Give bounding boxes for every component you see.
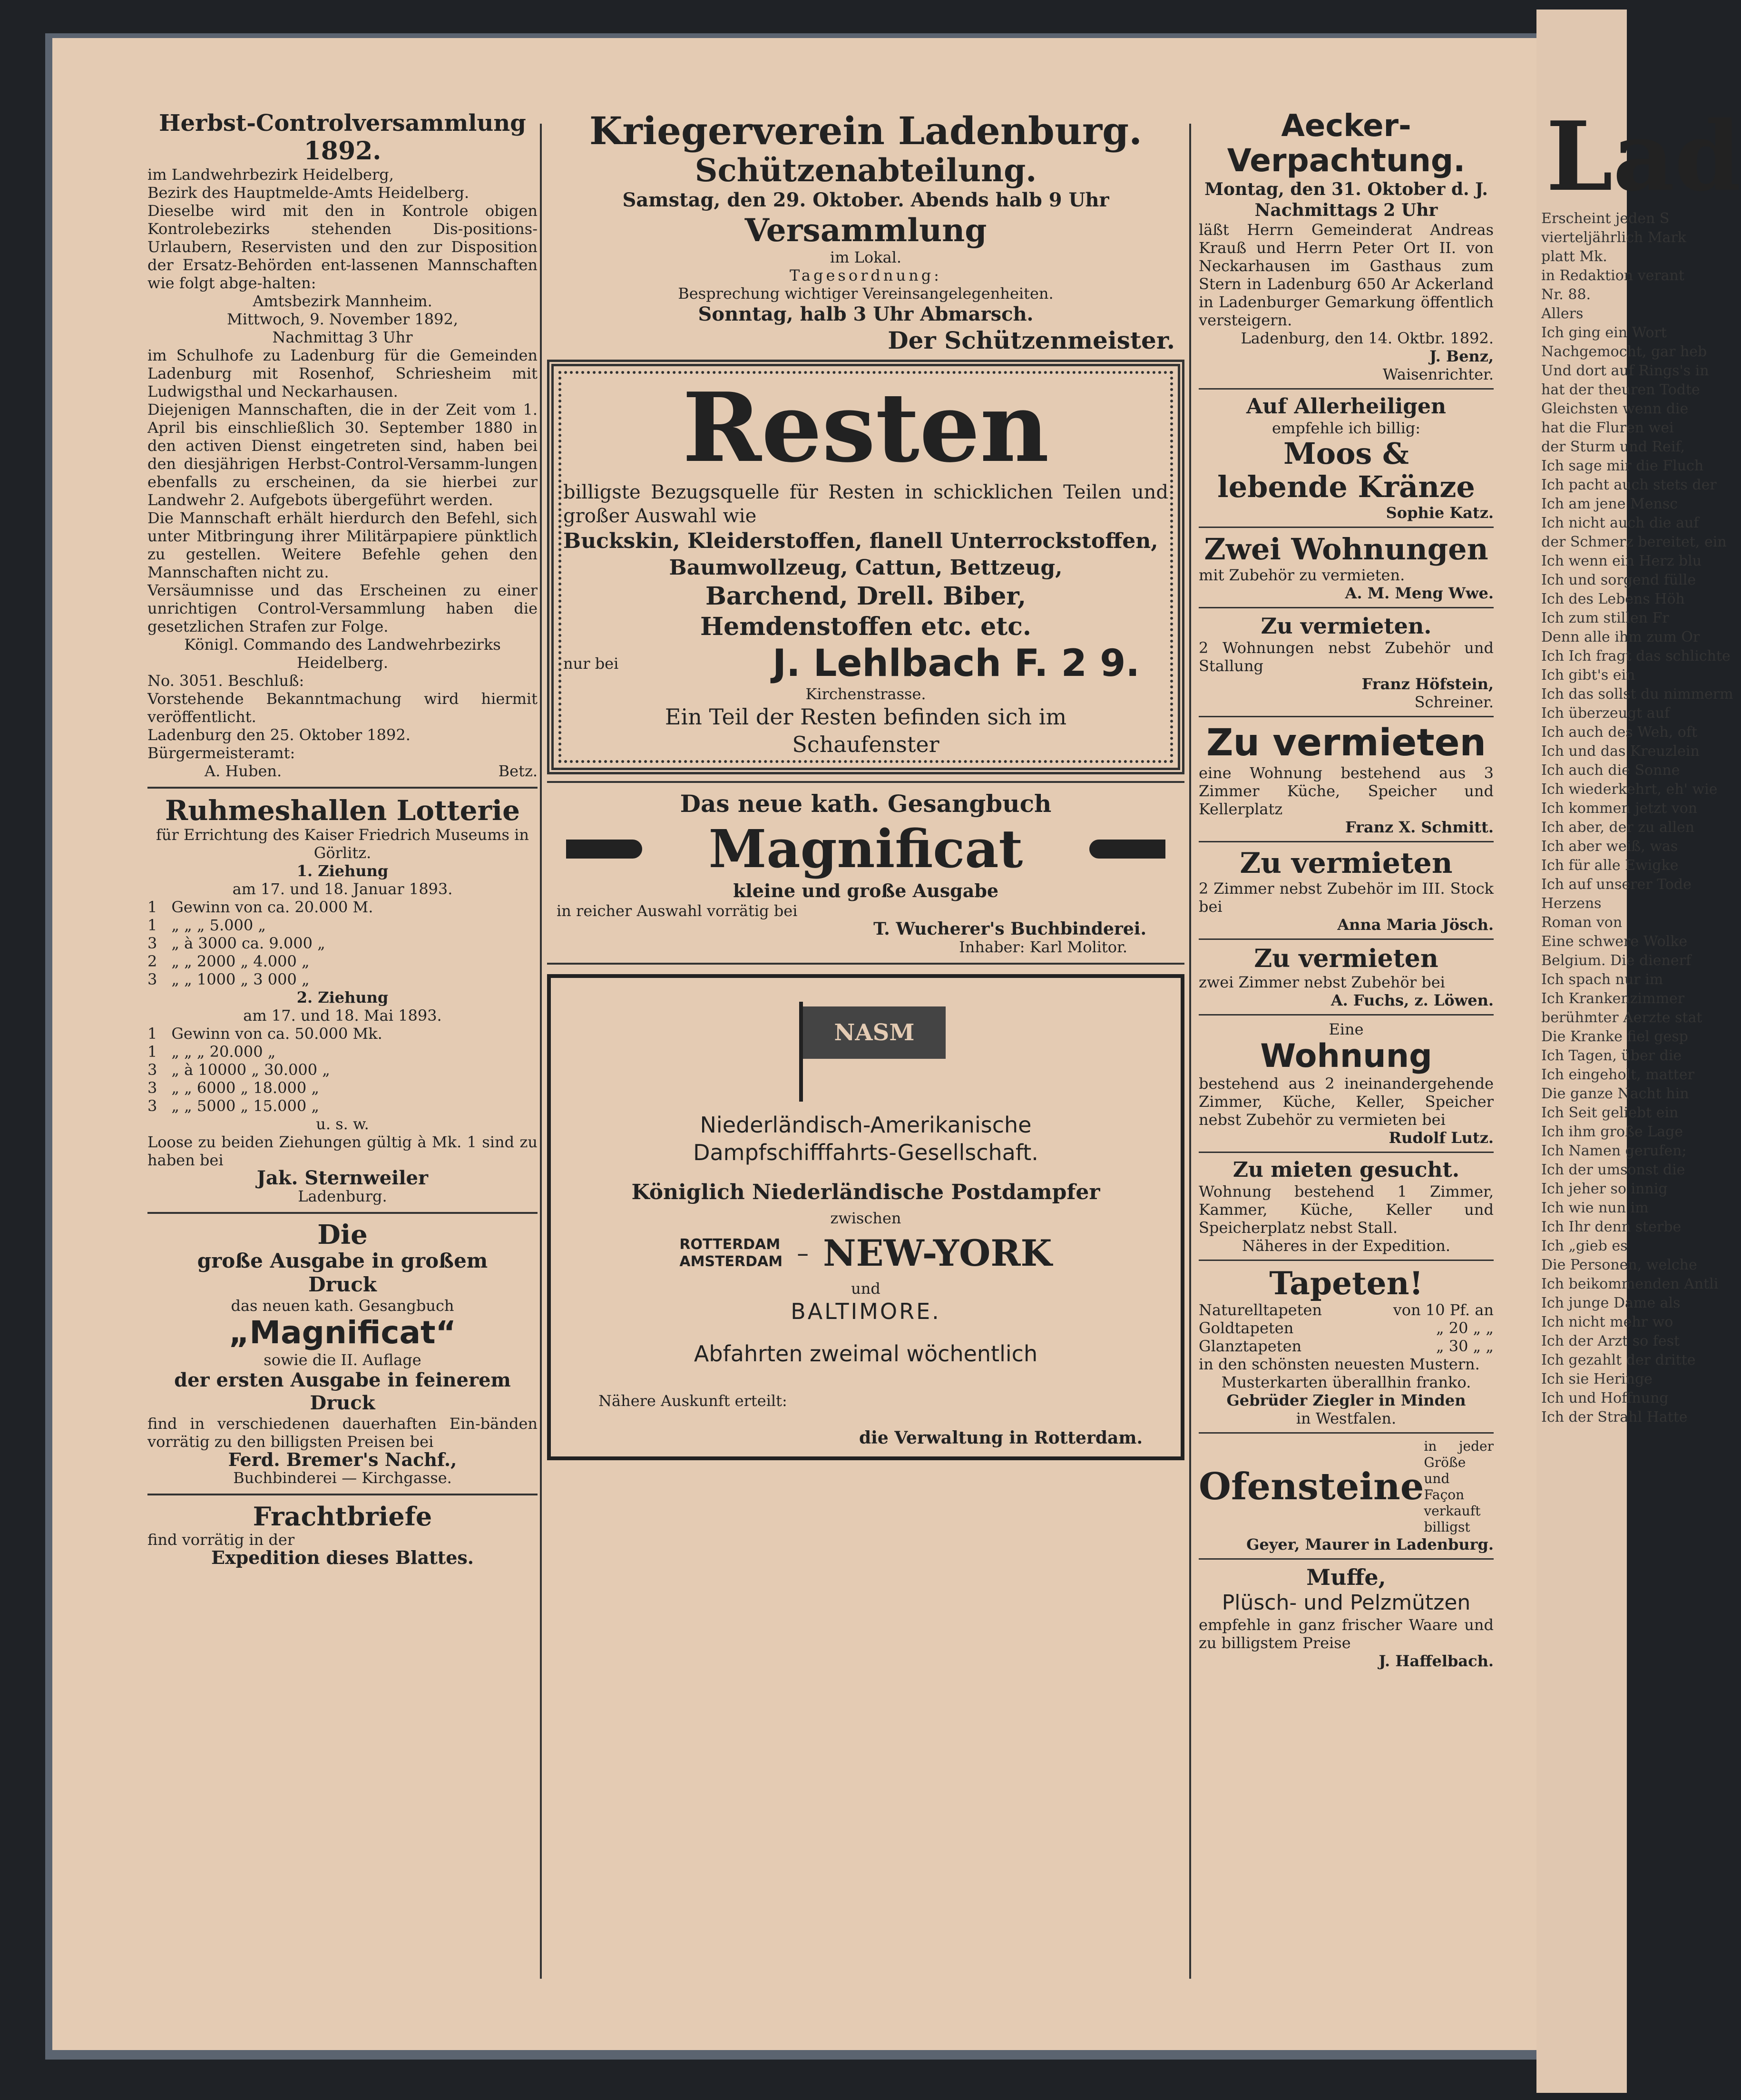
next-page-line: Ich auf unserer Tode	[1541, 876, 1692, 893]
ad-line: Nähere Auskunft erteilt:	[598, 1392, 787, 1410]
ad-line: find in verschiedenen dauerhaften Ein-bänden vorrätig zu den billigsten Preisen bei	[147, 1415, 538, 1451]
prize-text: „ „ „ 5.000 „	[171, 916, 266, 934]
signature: Anna Maria Jösch.	[1337, 916, 1494, 934]
next-page-line: Ich sie Heringe	[1541, 1371, 1653, 1387]
next-page-line: Ich und das Kreuzlein	[1541, 743, 1700, 760]
column-rule	[540, 124, 542, 1979]
ad-line: sowie die II. Auflage	[264, 1351, 421, 1369]
ad-title: Frachtbriefe	[253, 1501, 432, 1532]
ad-line: billigste Bezugsquelle für Resten in schicklichen Teilen und großer Auswahl wie	[563, 481, 1168, 527]
ad-line: Schaufenster	[792, 732, 939, 757]
ad-line: im Schulhofe zu Ladenburg für die Gemeinden Ladenburg mit Rosenhof, Schriesheim mit Ludwigsthal und Neckarhausen.	[147, 346, 538, 400]
ad-line: der ersten Ausgabe in feinerem	[174, 1369, 511, 1391]
next-page-line: Ich „gieb es	[1541, 1238, 1628, 1254]
next-page-line: hat die Fluren wei	[1541, 420, 1674, 436]
ad-line: in jeder Größe und Façon verkauft billigst	[1424, 1438, 1494, 1535]
prize-row	[147, 898, 538, 916]
ad-line: Montag, den 31. Oktober d. J. Nachmittags 2 Uhr	[1204, 179, 1488, 220]
ad-zu-vermieten-4	[1199, 945, 1494, 1009]
divider	[547, 781, 1184, 783]
next-page-line: Ich überzeugt auf	[1541, 705, 1670, 722]
ad-kriegerverein	[547, 109, 1184, 355]
ad-line: Diejenigen Mannschaften, die in der Zeit vom 1. April bis einschließlich 30. September 1880 in den activen Dienst eingetreten sind, haben bei den diesjährigen Herbst-Control-Versamm-lungen ebenfalls zu erscheinen, da sie hierbei zur Landwehr 2. Aufgebots übergeführt werden.	[147, 400, 538, 509]
divider	[1199, 841, 1494, 842]
ad-line: Näheres in der Expedition.	[1242, 1237, 1451, 1255]
ad-line: das neuen kath. Gesangbuch	[231, 1297, 454, 1315]
next-page-line: Ich sage mir die Fluch	[1541, 458, 1704, 474]
next-page-line: Ich der umsonst die	[1541, 1162, 1685, 1178]
ad-wohnung	[1199, 1020, 1494, 1147]
next-page-line: Ich Seit geliebt ein	[1541, 1104, 1679, 1121]
ad-line: Bezirk des Hauptmelde-Amts Heidelberg.	[147, 184, 469, 202]
next-page-line: Ich und Hoffnung	[1541, 1390, 1669, 1407]
next-page-line: Ich gezahlt der dritte	[1541, 1352, 1696, 1368]
ad-line: Wohnung bestehend 1 Zimmer, Kammer, Küche, Keller und Speicherplatz nebst Stall.	[1199, 1182, 1494, 1237]
prize-count: 1	[147, 898, 157, 916]
prize-table	[147, 898, 538, 988]
ad-line: Abfahrten zweimal wöchentlich	[694, 1341, 1038, 1367]
next-page-line: der Sturm und Reif,	[1541, 439, 1685, 455]
ad-line: zwei Zimmer nebst Zubehör bei	[1199, 973, 1445, 991]
ad-firm: T. Wucherer's Buchbinderei.	[873, 919, 1146, 939]
flag-banner: NASM	[803, 1006, 946, 1059]
next-page-line: Belgium. Die dienerf	[1541, 952, 1692, 969]
column-middle	[547, 109, 1184, 2012]
ad-date: Samstag, den 29. Oktober. Abends halb 9 Uhr	[622, 189, 1109, 211]
ad-title: Muffe,	[1306, 1564, 1386, 1590]
next-page-line: Ich aber, der zu allen	[1541, 819, 1695, 836]
route-row	[560, 1232, 1171, 1275]
ad-title: Kriegerverein Ladenburg.	[589, 108, 1142, 153]
ad-line: empfehle in ganz frischer Waare und zu billigstem Preise	[1199, 1616, 1494, 1652]
next-page-line: Ich nicht auch die auf	[1541, 515, 1699, 531]
column-right	[1199, 109, 1494, 2012]
ad-line: Waisenrichter.	[1382, 365, 1494, 383]
ad-allerheiligen	[1199, 394, 1494, 522]
ad-title: Verpachtung.	[1227, 142, 1466, 179]
next-page-line: Nr. 88.	[1541, 286, 1591, 303]
ad-line: Dieselbe wird mit den in Kontrole obigen Kontrolebezirks stehenden Dis-positions-Urlaubern, Reservisten und den zur Disposition der Ersatz-Behörden ent-lassenen Mannschaften wie folgt abge-halten:	[147, 202, 538, 292]
next-page-edge	[1536, 10, 1741, 2093]
ad-line: Königl. Commando des Landwehrbezirks Heidelberg.	[184, 635, 501, 672]
next-page-line: Die Personen, welche	[1541, 1257, 1697, 1273]
next-page-line: vierteljährlich Mark	[1541, 229, 1686, 246]
ad-line: Mittwoch, 9. November 1892,	[226, 310, 459, 328]
column-left	[147, 109, 538, 2012]
ad-line: Besprechung wichtiger Vereinsangelegenheiten.	[678, 284, 1054, 303]
ad-title: Plüsch- und Pelzmützen	[1222, 1591, 1471, 1615]
ad-line: 2 Zimmer nebst Zubehör im III. Stock bei	[1199, 879, 1494, 916]
prize-count: 1	[147, 1043, 157, 1061]
prize-text: „ „ „ 20.000 „	[171, 1043, 276, 1061]
divider	[1199, 1260, 1494, 1261]
next-page-line: Ich das sollst du nimmerm	[1541, 686, 1733, 703]
ad-firm: Gebrüder Ziegler in Minden	[1226, 1391, 1466, 1409]
ad-zu-mieten-gesucht	[1199, 1158, 1494, 1255]
ad-body	[147, 166, 538, 762]
next-page-line: Ich junge Dame als	[1541, 1295, 1681, 1311]
ad-title: Die	[317, 1219, 368, 1250]
prize-text: „ à 10000 „ 30.000 „	[171, 1061, 330, 1079]
next-page-line: Ich ihm große Lage	[1541, 1123, 1683, 1140]
ad-line: bestehend aus 2 ineinandergehende Zimmer, Küche, Keller, Speicher nebst Zubehör zu vermieten bei	[1199, 1074, 1494, 1129]
city: AMSTERDAM	[679, 1253, 783, 1270]
signature-row	[147, 762, 538, 780]
ad-line: Vorstehende Bekanntmachung wird hiermit veröffentlicht.	[147, 690, 538, 726]
prize-text: Gewinn von ca. 50.000 Mk.	[171, 1025, 382, 1043]
ad-line: läßt Herrn Gemeinderat Andreas Krauß und Herrn Peter Ort II. von Neckarhausen im Gasthaus zum Stern in Ladenburg 650 Ar Ackerland in Ladenburger Gemarkung öffentlich versteigern.	[1199, 221, 1494, 329]
divider	[1199, 388, 1494, 390]
ad-line: Druck	[310, 1392, 375, 1414]
prize-row	[147, 1025, 538, 1043]
ad-line: große Ausgabe in großem	[197, 1249, 488, 1272]
ad-title: lebende Kränze	[1217, 469, 1475, 504]
ad-line: Eine	[1329, 1020, 1364, 1038]
prize-table	[147, 1025, 538, 1115]
divider	[547, 963, 1184, 965]
prize-text: „ à 3000 ca. 9.000 „	[171, 934, 325, 952]
draw-heading: 2. Ziehung	[296, 988, 389, 1006]
ad-line: find vorrätig in der	[147, 1531, 295, 1549]
ad-line: Musterkarten überallhin franko.	[1221, 1373, 1471, 1391]
divider	[1199, 938, 1494, 940]
next-page-line: Die Kranke fiel gesp	[1541, 1028, 1688, 1045]
divider	[1199, 1558, 1494, 1560]
ad-title: Zu mieten gesucht.	[1232, 1158, 1460, 1182]
prize-text: „ „ 6000 „ 18.000 „	[171, 1079, 319, 1097]
ad-line: die Verwaltung in Rotterdam.	[859, 1428, 1143, 1448]
ad-line: Dampfschifffahrts-Gesellschaft.	[693, 1140, 1038, 1165]
ad-title: Resten	[682, 372, 1049, 484]
next-page-lines	[1536, 209, 1733, 1427]
ad-subtitle: für Errichtung des Kaiser Friedrich Museums in Görlitz.	[156, 826, 529, 862]
next-page-line: der Schmerz bereitet, ein	[1541, 534, 1727, 550]
seller: Jak. Sternweiler	[256, 1167, 429, 1189]
ad-ofensteine	[1199, 1438, 1494, 1553]
ad-magnificat	[547, 790, 1184, 956]
ad-line: kleine und große Ausgabe	[733, 880, 999, 901]
signature: Rudolf Lutz.	[1389, 1129, 1494, 1147]
ad-title: Moos &	[1283, 436, 1409, 471]
signature: Sophie Katz.	[1386, 504, 1494, 522]
next-page-line: Gleichsten wenn die	[1541, 400, 1689, 417]
next-page-line: Ich pacht auch stets der	[1541, 477, 1717, 493]
price-row	[1199, 1319, 1494, 1337]
ad-note: Loose zu beiden Ziehungen gültig à Mk. 1 sind zu haben bei	[147, 1133, 538, 1169]
pointing-hand-icon	[566, 840, 642, 859]
signature: Franz Höfstein,	[1361, 675, 1494, 693]
next-page-line: Ich wenn ein Herz blu	[1541, 553, 1702, 569]
next-page-line: Nachgemocht, gar heb	[1541, 343, 1707, 360]
ad-line: zwischen	[830, 1209, 901, 1227]
ad-resten	[547, 360, 1184, 774]
prize-count: 3	[147, 934, 157, 952]
next-page-line: Ich aber weiß, was	[1541, 838, 1678, 855]
next-page-line: Und dort auf Rings's in	[1541, 362, 1709, 379]
prize-row	[147, 970, 538, 988]
ad-line: Nachmittag 3 Uhr	[272, 328, 413, 346]
prize-text: „ „ 5000 „ 15.000 „	[171, 1097, 319, 1115]
ad-line: in den schönsten neuesten Mustern.	[1199, 1355, 1480, 1373]
prize-row	[147, 1079, 538, 1097]
ad-zu-vermieten-1	[1199, 613, 1494, 711]
pointing-hand-icon	[1089, 840, 1165, 859]
ad-line: Das neue kath. Gesangbuch	[680, 790, 1052, 818]
ad-title: Aecker-	[1281, 108, 1411, 144]
ad-line: Ladenburg den 25. Oktober 1892.	[147, 726, 411, 744]
next-page-line: Eine schwere Wolke	[1541, 933, 1688, 950]
next-page-line: Ich Ich fragt das schlichte	[1541, 648, 1731, 664]
ad-book-title: „Magnificat“	[229, 1314, 456, 1351]
route-dash: –	[797, 1240, 809, 1267]
divider	[147, 1494, 538, 1495]
ad-line: Barchend, Drell. Biber,	[705, 582, 1027, 611]
signature: J. Haffelbach.	[1379, 1652, 1494, 1670]
prize-count: 3	[147, 970, 157, 988]
ofensteine-row	[1199, 1438, 1494, 1535]
next-page-line: Ich und sorgend fülle	[1541, 572, 1696, 588]
draw-date: am 17. und 18. Januar 1893.	[232, 880, 453, 898]
ad-firm: Ferd. Bremer's Nachf.,	[228, 1449, 457, 1470]
next-page-line: Ich beikommenden Antli	[1541, 1276, 1719, 1292]
next-page-line: Ich auch des Weh, oft	[1541, 724, 1698, 741]
ad-zwei-wohnungen	[1199, 533, 1494, 602]
next-page-line: Ich für alle Ewigke	[1541, 857, 1679, 874]
prize-row	[147, 952, 538, 970]
ad-line: eine Wohnung bestehend aus 3 Zimmer Küche, Speicher und Kellerplatz	[1199, 764, 1494, 818]
ad-year: 1892.	[303, 137, 381, 166]
ad-title: Zu vermieten	[1240, 847, 1453, 880]
ad-line: und	[851, 1280, 880, 1298]
firm-row	[563, 642, 1168, 685]
next-page-line: Ich Tagen, über die	[1541, 1047, 1682, 1064]
ad-title: Wohnung	[1260, 1037, 1432, 1075]
next-page-line: platt Mk.	[1541, 248, 1607, 265]
ad-title: Zu vermieten.	[1261, 613, 1432, 639]
ad-title: Magnificat	[708, 818, 1023, 879]
signature: Geyer, Maurer in Ladenburg.	[1246, 1535, 1494, 1553]
ad-tapeten	[1199, 1266, 1494, 1427]
next-page-line: Ich kommen jetzt von	[1541, 800, 1698, 817]
signature: J. Benz,	[1429, 347, 1494, 365]
next-page-line: Ich spach nur im	[1541, 971, 1663, 988]
price-value: „ 30 „ „	[1436, 1337, 1494, 1355]
prize-text: Gewinn von ca. 20.000 M.	[171, 898, 373, 916]
ad-line: im Lokal.	[830, 248, 902, 266]
city: ROTTERDAM	[679, 1236, 781, 1253]
next-page-line: hat der theuren Todte	[1541, 381, 1700, 398]
next-page-line: Allers	[1541, 305, 1584, 322]
next-page-line: Erscheint jeden S	[1541, 210, 1670, 227]
place: Ladenburg.	[298, 1187, 387, 1205]
prize-count: 2	[147, 952, 157, 970]
ad-subtitle: Schützenabteilung.	[694, 152, 1037, 189]
ad-line: Expedition dieses Blattes.	[211, 1547, 474, 1568]
next-page-line: Denn alle ihm zum Or	[1541, 629, 1700, 645]
signature: Betz.	[498, 762, 538, 780]
ad-line: Hemdenstoffen etc. etc.	[700, 612, 1031, 641]
next-page-line: berühmter Aerzte stat	[1541, 1009, 1702, 1026]
signature: Franz X. Schmitt.	[1345, 818, 1494, 836]
prize-count: 3	[147, 1097, 157, 1115]
destination: NEW-YORK	[823, 1232, 1052, 1274]
next-page-line: Ich jeher so innig	[1541, 1181, 1668, 1197]
price-item: Goldtapeten	[1199, 1319, 1294, 1337]
ad-line: Niederländisch-Amerikanische	[700, 1112, 1032, 1138]
ad-line: Schreiner.	[1414, 693, 1494, 711]
ad-line: Buckskin, Kleiderstoffen, flanell Unterrockstoffen,	[563, 529, 1158, 553]
next-page-line: Ich eingeholt, matter	[1541, 1066, 1694, 1083]
next-page-line: Ich wie nun im	[1541, 1200, 1649, 1216]
ad-line: Ein Teil der Resten befinden sich im	[665, 704, 1067, 730]
destination: BALTIMORE.	[791, 1299, 941, 1324]
price-row	[1199, 1337, 1494, 1355]
ad-title: Zu vermieten	[1254, 944, 1438, 973]
next-page-line: Ich des Lebens Höh	[1541, 591, 1685, 607]
next-page-line: Ich wiederkehrt, eh' wie	[1541, 781, 1718, 798]
ad-title: Auf Allerheiligen	[1246, 394, 1446, 419]
ad-line: Inhaber: Karl Molitor.	[959, 938, 1127, 956]
ad-line: empfehle ich billig:	[1272, 419, 1421, 437]
prize-count: 1	[147, 1025, 157, 1043]
prize-row	[147, 1097, 538, 1115]
ad-title: Tapeten!	[1269, 1265, 1423, 1302]
ad-line: Tagesordnung:	[790, 266, 942, 284]
prize-text: „ „ 1000 „ 3 000 „	[171, 970, 310, 988]
next-page-line: Ich der Arzt so fest	[1541, 1333, 1680, 1349]
prize-row	[147, 916, 538, 934]
ad-controlversammlung	[147, 109, 538, 780]
next-page-line: Ich zum stillen Fr	[1541, 610, 1669, 626]
divider	[1199, 716, 1494, 717]
ad-line: Versäumnisse und das Erscheinen zu einer unrichtigen Control-Versammlung haben die gesetzlichen Strafen zur Folge.	[147, 581, 538, 635]
ad-line: Amtsbezirk Mannheim.	[253, 292, 432, 310]
prize-row	[147, 1061, 538, 1079]
price-row	[1199, 1301, 1494, 1319]
ad-lotterie	[147, 795, 538, 1205]
title-row	[547, 818, 1184, 880]
ad-line: Druck	[308, 1273, 377, 1296]
next-page-line: Die ganze Nacht hin	[1541, 1085, 1689, 1102]
ad-title: Zu vermieten	[1206, 722, 1487, 764]
price-item: Naturelltapeten	[1199, 1301, 1322, 1319]
signature: Der Schützenmeister.	[888, 326, 1175, 354]
ad-line: Baumwollzeug, Cattun, Bettzeug,	[669, 556, 1063, 580]
next-page-line: Ich auch die Sonne	[1541, 762, 1680, 779]
ad-muffe	[1199, 1564, 1494, 1670]
signature: A. Huben.	[205, 762, 282, 780]
ad-title: Ofensteine	[1199, 1465, 1424, 1508]
price-item: Glanztapeten	[1199, 1337, 1302, 1355]
prize-text: „ „ 2000 „ 4.000 „	[171, 952, 310, 970]
ad-line: Bürgermeisteramt:	[147, 744, 295, 762]
divider	[147, 1212, 538, 1214]
ship-flag-icon	[780, 997, 951, 1102]
next-page-line: Ich Namen gerufen;	[1541, 1143, 1687, 1159]
ad-zu-vermieten-2	[1199, 722, 1494, 836]
ad-line: in reicher Auswahl vorrätig bei	[557, 902, 798, 920]
divider	[1199, 1152, 1494, 1153]
ad-line: im Landwehrbezirk Heidelberg,	[147, 166, 394, 184]
divider	[1199, 1432, 1494, 1434]
ad-title: Herbst-Controlversammlung	[159, 110, 526, 137]
ad-nasm	[547, 974, 1184, 1460]
next-page-line: Roman von	[1541, 914, 1623, 931]
ad-line: No. 3051. Beschluß:	[147, 672, 304, 690]
signature: A. Fuchs, z. Löwen.	[1330, 991, 1494, 1009]
next-page-line: Ich der Strahl Hatte	[1541, 1409, 1688, 1426]
ad-line: Königlich Niederländische Postdampfer	[631, 1180, 1100, 1204]
next-page-line: Herzens	[1541, 895, 1602, 912]
ad-firm: J. Lehlbach F. 2 9.	[772, 642, 1140, 685]
next-page-line: Ich nicht mehr wo	[1541, 1314, 1673, 1330]
ad-line: Kirchenstrasse.	[805, 685, 926, 703]
prize-row	[147, 934, 538, 952]
usw: u. s. w.	[316, 1115, 369, 1133]
signature: A. M. Meng Wwe.	[1345, 584, 1494, 602]
ad-line: Sonntag, halb 3 Uhr Abmarsch.	[698, 303, 1034, 325]
masthead-fragment: Lad	[1546, 101, 1741, 213]
next-page-line: in Redaktion verant	[1541, 267, 1684, 284]
ad-line: mit Zubehör zu vermieten.	[1199, 566, 1405, 584]
origin-cities	[679, 1236, 782, 1270]
price-value: von 10 Pf. an	[1393, 1301, 1494, 1319]
ad-ackerverpachtung	[1199, 109, 1494, 383]
prize-count: 3	[147, 1061, 157, 1079]
ad-line: in Westfalen.	[1296, 1409, 1397, 1427]
price-table	[1199, 1301, 1494, 1355]
next-page-line: Ich Krankenzimmer	[1541, 990, 1685, 1007]
draw-date: am 17. und 18. Mai 1893.	[243, 1006, 442, 1025]
prize-count: 3	[147, 1079, 157, 1097]
next-page-line: Ich ging ein Wort	[1541, 324, 1667, 341]
prize-count: 1	[147, 916, 157, 934]
ad-line: 2 Wohnungen nebst Zubehör und Stallung	[1199, 639, 1494, 675]
ad-line: Buchbinderei — Kirchgasse.	[233, 1469, 452, 1487]
divider	[1199, 527, 1494, 528]
prize-row	[147, 1043, 538, 1061]
divider	[1199, 607, 1494, 608]
ad-title: Ruhmeshallen Lotterie	[165, 794, 520, 827]
next-page-line: Ich Ihr denn sterbe	[1541, 1219, 1682, 1235]
next-page-line: Ich gibt's ein	[1541, 667, 1635, 684]
ad-grosse-ausgabe	[147, 1221, 538, 1487]
flag-pole	[799, 1002, 803, 1102]
divider	[1199, 1014, 1494, 1016]
draw-heading: 1. Ziehung	[296, 862, 389, 880]
divider	[147, 787, 538, 789]
price-value: „ 20 „ „	[1436, 1319, 1494, 1337]
ad-frachtbriefe	[147, 1502, 538, 1567]
ad-line: Ladenburg, den 14. Oktbr. 1892.	[1241, 329, 1494, 347]
ad-zu-vermieten-3	[1199, 847, 1494, 934]
ad-title: Zwei Wohnungen	[1204, 532, 1488, 567]
column-rule	[1189, 124, 1191, 1979]
ad-line: nur bei	[563, 654, 619, 673]
ad-line: Die Mannschaft erhält hierdurch den Befehl, sich unter Mitbringung ihrer Militärpapiere pünktlich zu gestellen. Weitere Befehle gehen den Mannschaften nicht zu.	[147, 509, 538, 581]
next-page-line: Ich am jene Mensc	[1541, 496, 1678, 512]
ad-event: Versammlung	[744, 212, 987, 249]
